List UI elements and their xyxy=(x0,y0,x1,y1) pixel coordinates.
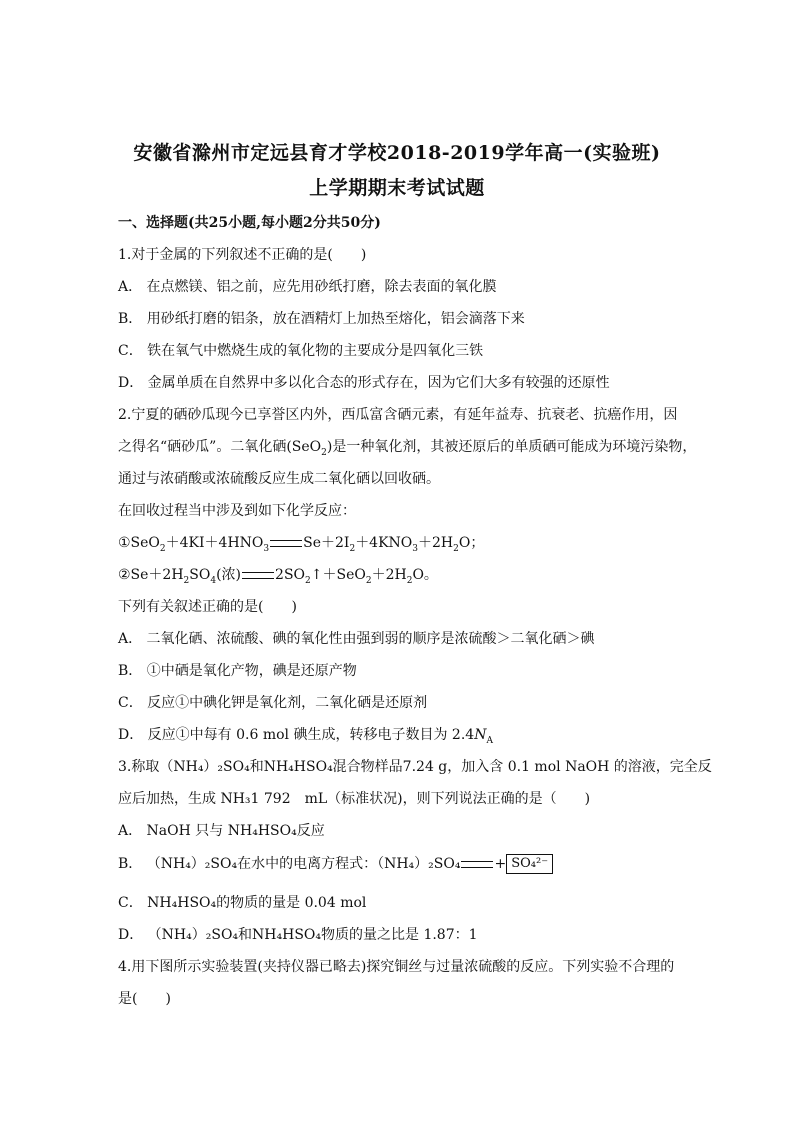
q2-option-a: A． 二氧化硒、浓硫酸、碘的氧化性由强到弱的顺序是浓硫酸＞二氧化硒＞碘 xyxy=(118,631,595,647)
q4-stem-line2: 是( ) xyxy=(118,991,171,1007)
q3-option-a: A． NaOH 只与 NH₄HSO₄反应 xyxy=(118,823,325,839)
q2-stem-line3: 通过与浓硝酸或浓硫酸反应生成二氧化硒以回收硒。 xyxy=(118,471,440,487)
q2-option-b: B． ①中硒是氧化产物，碘是还原产物 xyxy=(118,663,357,679)
exam-title-line1: 安徽省滁州市定远县育才学校2018-2019学年高一(实验班) xyxy=(133,142,661,164)
q3-option-b: B． （NH₄）₂SO₄在水中的电离方程式：（NH₄）₂SO₄ + SO₄²⁻ xyxy=(118,854,678,874)
q2-reaction-2: $②Se+2H_2SO_4$(浓) $2SO_2↑+SeO_2+2H_2O$。 xyxy=(118,567,438,586)
q3-option-d: D． （NH₄）₂SO₄和NH₄HSO₄物质的量之比是 1.87：1 xyxy=(118,927,478,943)
q1-option-d: D． 金属单质在自然界中多以化合态的形式存在，因为它们大多有较强的还原性 xyxy=(118,375,610,391)
q3-stem-line2: 应后加热，生成 NH₃1 792 mL（标准状况)，则下列说法正确的是（ ) xyxy=(118,791,591,807)
q2-option-d: D． 反应①中每有 0.6 mol 碘生成，转移电子数目为 $2.4N_A$ xyxy=(118,727,493,746)
exam-title-line2: 上学期期末考试试题 xyxy=(309,177,485,199)
equals-sign-icon xyxy=(242,572,274,579)
q2-option-c: C． 反应①中碘化钾是氧化剂，二氧化硒是还原剂 xyxy=(118,695,428,711)
q1-option-a: A． 在点燃镁、铝之前，应先用砂纸打磨，除去表面的氧化膜 xyxy=(118,279,497,295)
q1-option-c: C． 铁在氧气中燃烧生成的氧化物的主要成分是四氧化三铁 xyxy=(118,343,484,359)
sulfate-ion-box: SO₄²⁻ xyxy=(506,854,553,874)
q3-stem-line1: 3.称取（NH₄）₂SO₄和NH₄HSO₄混合物样品7.24 g，加入含 0.1 mol NaOH 的溶液，完全反 xyxy=(118,759,712,775)
q1-option-b: B． 用砂纸打磨的铝条，放在酒精灯上加热至熔化，铝会滴落下来 xyxy=(118,311,525,327)
q2-stem-line4: 在回收过程当中涉及到如下化学反应： xyxy=(118,503,356,519)
q3-option-c: C． NH₄HSO₄的物质的量是 0.04 mol xyxy=(118,895,367,911)
equals-sign-icon xyxy=(461,861,493,868)
q1-stem: 1.对于金属的下列叙述不正确的是( ) xyxy=(118,247,367,263)
q2-question: 下列有关叙述正确的是( ) xyxy=(118,599,297,615)
equals-sign-icon xyxy=(270,540,302,547)
section-heading: 一、选择题(共25小题,每小题2分共50分) xyxy=(118,215,381,231)
q4-stem-line1: 4.用下图所示实验装置(夹持仪器已略去)探究铜丝与过量浓硫酸的反应。下列实验不合理的 xyxy=(118,959,675,975)
q2-stem-line1: 2.宁夏的硒砂瓜现今已享誉区内外，西瓜富含硒元素，有延年益寿、抗衰老、抗癌作用，因 xyxy=(118,407,678,423)
q2-reaction-1: $①SeO_2+4KI+4HNO_3$ $Se+2I_2+4KNO_3+2H_2O$； xyxy=(118,535,485,554)
q2-stem-line2: 之得名“硒砂瓜”。二氧化硒(SeO$_2$)是一种氧化剂，其被还原后的单质硒可能成为环境污染物， xyxy=(118,439,697,458)
